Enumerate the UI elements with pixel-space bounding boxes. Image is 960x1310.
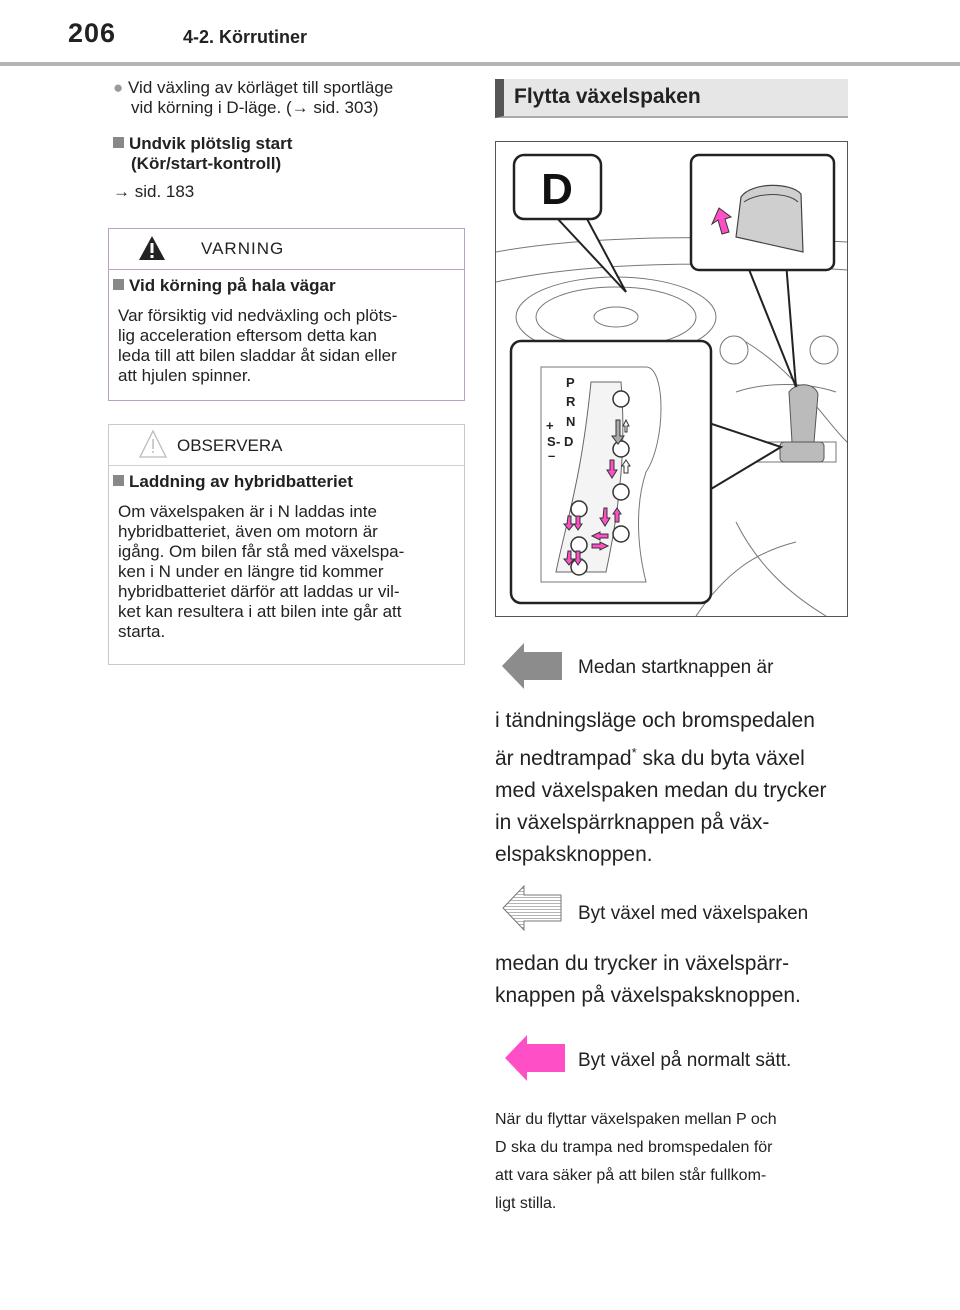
callout-letter: D <box>541 165 573 214</box>
svg-text:-: - <box>556 434 561 449</box>
square-bullet-icon <box>113 137 124 148</box>
sub-heading-line-2: (Kör/start-kontroll) <box>131 154 282 173</box>
page-number: 206 <box>68 18 117 48</box>
outline-arrow-icon <box>502 885 562 931</box>
notice-header <box>109 425 464 466</box>
square-bullet-icon <box>113 279 124 290</box>
notice-box <box>108 424 465 665</box>
gate-callout <box>511 341 781 603</box>
legend-2-description: medan du trycker in växelspärr- knappen på växelspaksknoppen. <box>495 952 801 1007</box>
note-text: När du flyttar växelspaken mellan P och D ska du trampa ned bromspedalen för att vara säker på att bilen står fullkom- ligt stilla. <box>495 1111 777 1212</box>
gate-label-s: S <box>547 434 556 449</box>
gate-label-plus: + <box>546 418 554 433</box>
notice-body: Om växelspaken är i N laddas inte hybridbatteriet, även om motorn är igång. Om bilen får stå med växelspa- ken i N under en längre tid kommer hybridbatteriet därför att laddas ur vil- ket kan resultera i att bilen inte går att starta. <box>118 502 405 641</box>
page-reference: → sid. 183 <box>113 182 195 201</box>
sub-heading: Undvik plötslig start <box>113 134 292 154</box>
legend-1-description: i tändningsläge och bromspedalen är nedtrampad* ska du byta växel med växelspaken medan du trycker in växelspärrknappen på väx- elspaksknoppen. <box>495 709 827 866</box>
gate-label-n: N <box>566 414 576 429</box>
bullet-icon: ● <box>113 78 124 97</box>
gray-arrow-icon <box>502 643 562 689</box>
notice-title: OBSERVERA <box>177 436 283 455</box>
notice-subheading: Laddning av hybridbatteriet <box>113 472 353 492</box>
section-title: 4-2. Körrutiner <box>183 27 308 47</box>
header-divider <box>0 62 960 66</box>
legend-1-caption: Medan startknappen är <box>578 657 774 678</box>
gate-label-r: R <box>566 394 576 409</box>
warning-header <box>109 229 464 270</box>
warning-subheading: Vid körning på hala vägar <box>113 276 336 296</box>
d-callout <box>514 155 626 292</box>
shift-lever-illustration <box>495 141 848 617</box>
gate-label-p: P <box>566 375 575 390</box>
gate-label-d: D <box>564 434 574 449</box>
caution-triangle-icon <box>138 429 168 459</box>
warning-body: Var försiktig vid nedväxling och plöts- lig acceleration eftersom detta kan leda till att bilen sladdar åt sidan eller att hjulen spinner. <box>118 306 398 385</box>
warning-box <box>108 228 465 401</box>
gate-label-minus: – <box>548 448 556 463</box>
section-heading: Flytta växelspaken <box>495 79 848 118</box>
square-bullet-icon <box>113 475 124 486</box>
legend-3-caption: Byt växel på normalt sätt. <box>578 1050 792 1071</box>
warning-triangle-icon <box>138 235 166 261</box>
bullet-text-1: Vid växling av körläget till sportläge <box>128 78 394 97</box>
bullet-text-2: vid körning i D-läge. (→ sid. 303) <box>131 98 379 117</box>
pink-arrow-icon <box>505 1035 565 1081</box>
warning-title: VARNING <box>201 239 285 258</box>
legend-2-caption: Byt växel med växelspaken <box>578 903 809 924</box>
illustration-drawing <box>496 142 847 616</box>
bullet-item <box>113 78 393 98</box>
knob-callout <box>691 155 834 387</box>
